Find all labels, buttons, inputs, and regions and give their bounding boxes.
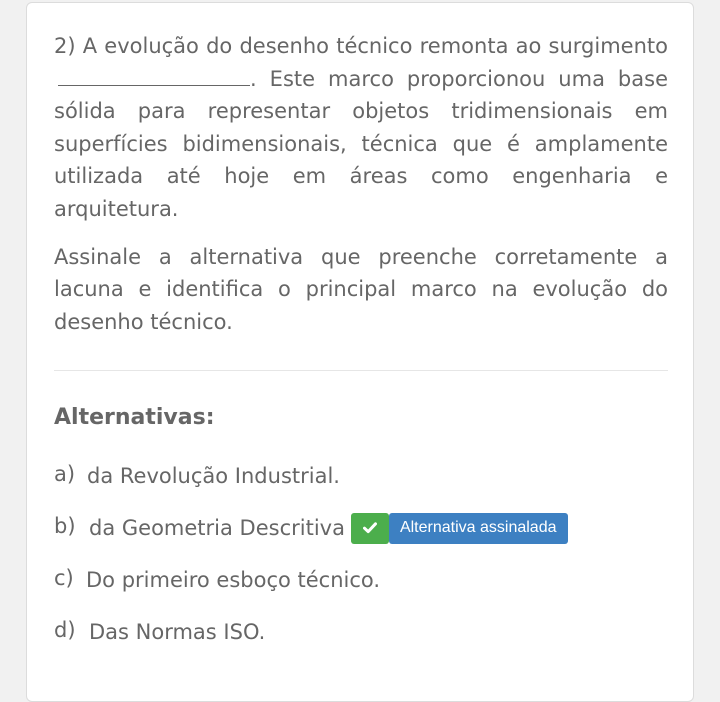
divider bbox=[54, 370, 668, 371]
alternative-letter: d) bbox=[54, 618, 76, 643]
selected-alternative-badge: Alternativa assinalada bbox=[389, 513, 568, 544]
alternative-text: Das Normas ISO. bbox=[89, 620, 266, 645]
check-icon bbox=[351, 513, 389, 544]
question-suffix: . Este marco proporcionou uma base sólida para representar objetos tridimensionais em superfícies bidimensionais, técnica que é amplamente utilizada até hoje em áreas como engenharia e arquitetura. bbox=[54, 66, 668, 221]
question-instruction: Assinale a alternativa que preenche corretamente a lacuna e identifica o principal marco na evolução do desenho técnico. bbox=[54, 244, 668, 334]
alternative-c[interactable] bbox=[54, 564, 668, 596]
question-card bbox=[26, 2, 694, 702]
alternative-a[interactable] bbox=[54, 460, 668, 492]
alternative-letter: a) bbox=[54, 462, 76, 487]
alternative-b[interactable] bbox=[54, 512, 668, 544]
alternative-letter: b) bbox=[54, 514, 76, 539]
alternative-text: da Geometria Descritiva bbox=[89, 516, 345, 541]
question-content bbox=[54, 30, 668, 668]
alternatives-title: Alternativas: bbox=[54, 405, 215, 431]
question-prefix: 2) A evolução do desenho técnico remonta ao surgimento bbox=[54, 34, 668, 58]
question-text bbox=[54, 30, 668, 226]
alternative-text: da Revolução Industrial. bbox=[87, 464, 340, 489]
alternative-d[interactable] bbox=[54, 616, 668, 648]
alternatives-list bbox=[54, 460, 668, 648]
answer-blank bbox=[58, 65, 250, 86]
alternative-text: Do primeiro esboço técnico. bbox=[86, 568, 381, 593]
alternative-letter: c) bbox=[54, 566, 74, 591]
